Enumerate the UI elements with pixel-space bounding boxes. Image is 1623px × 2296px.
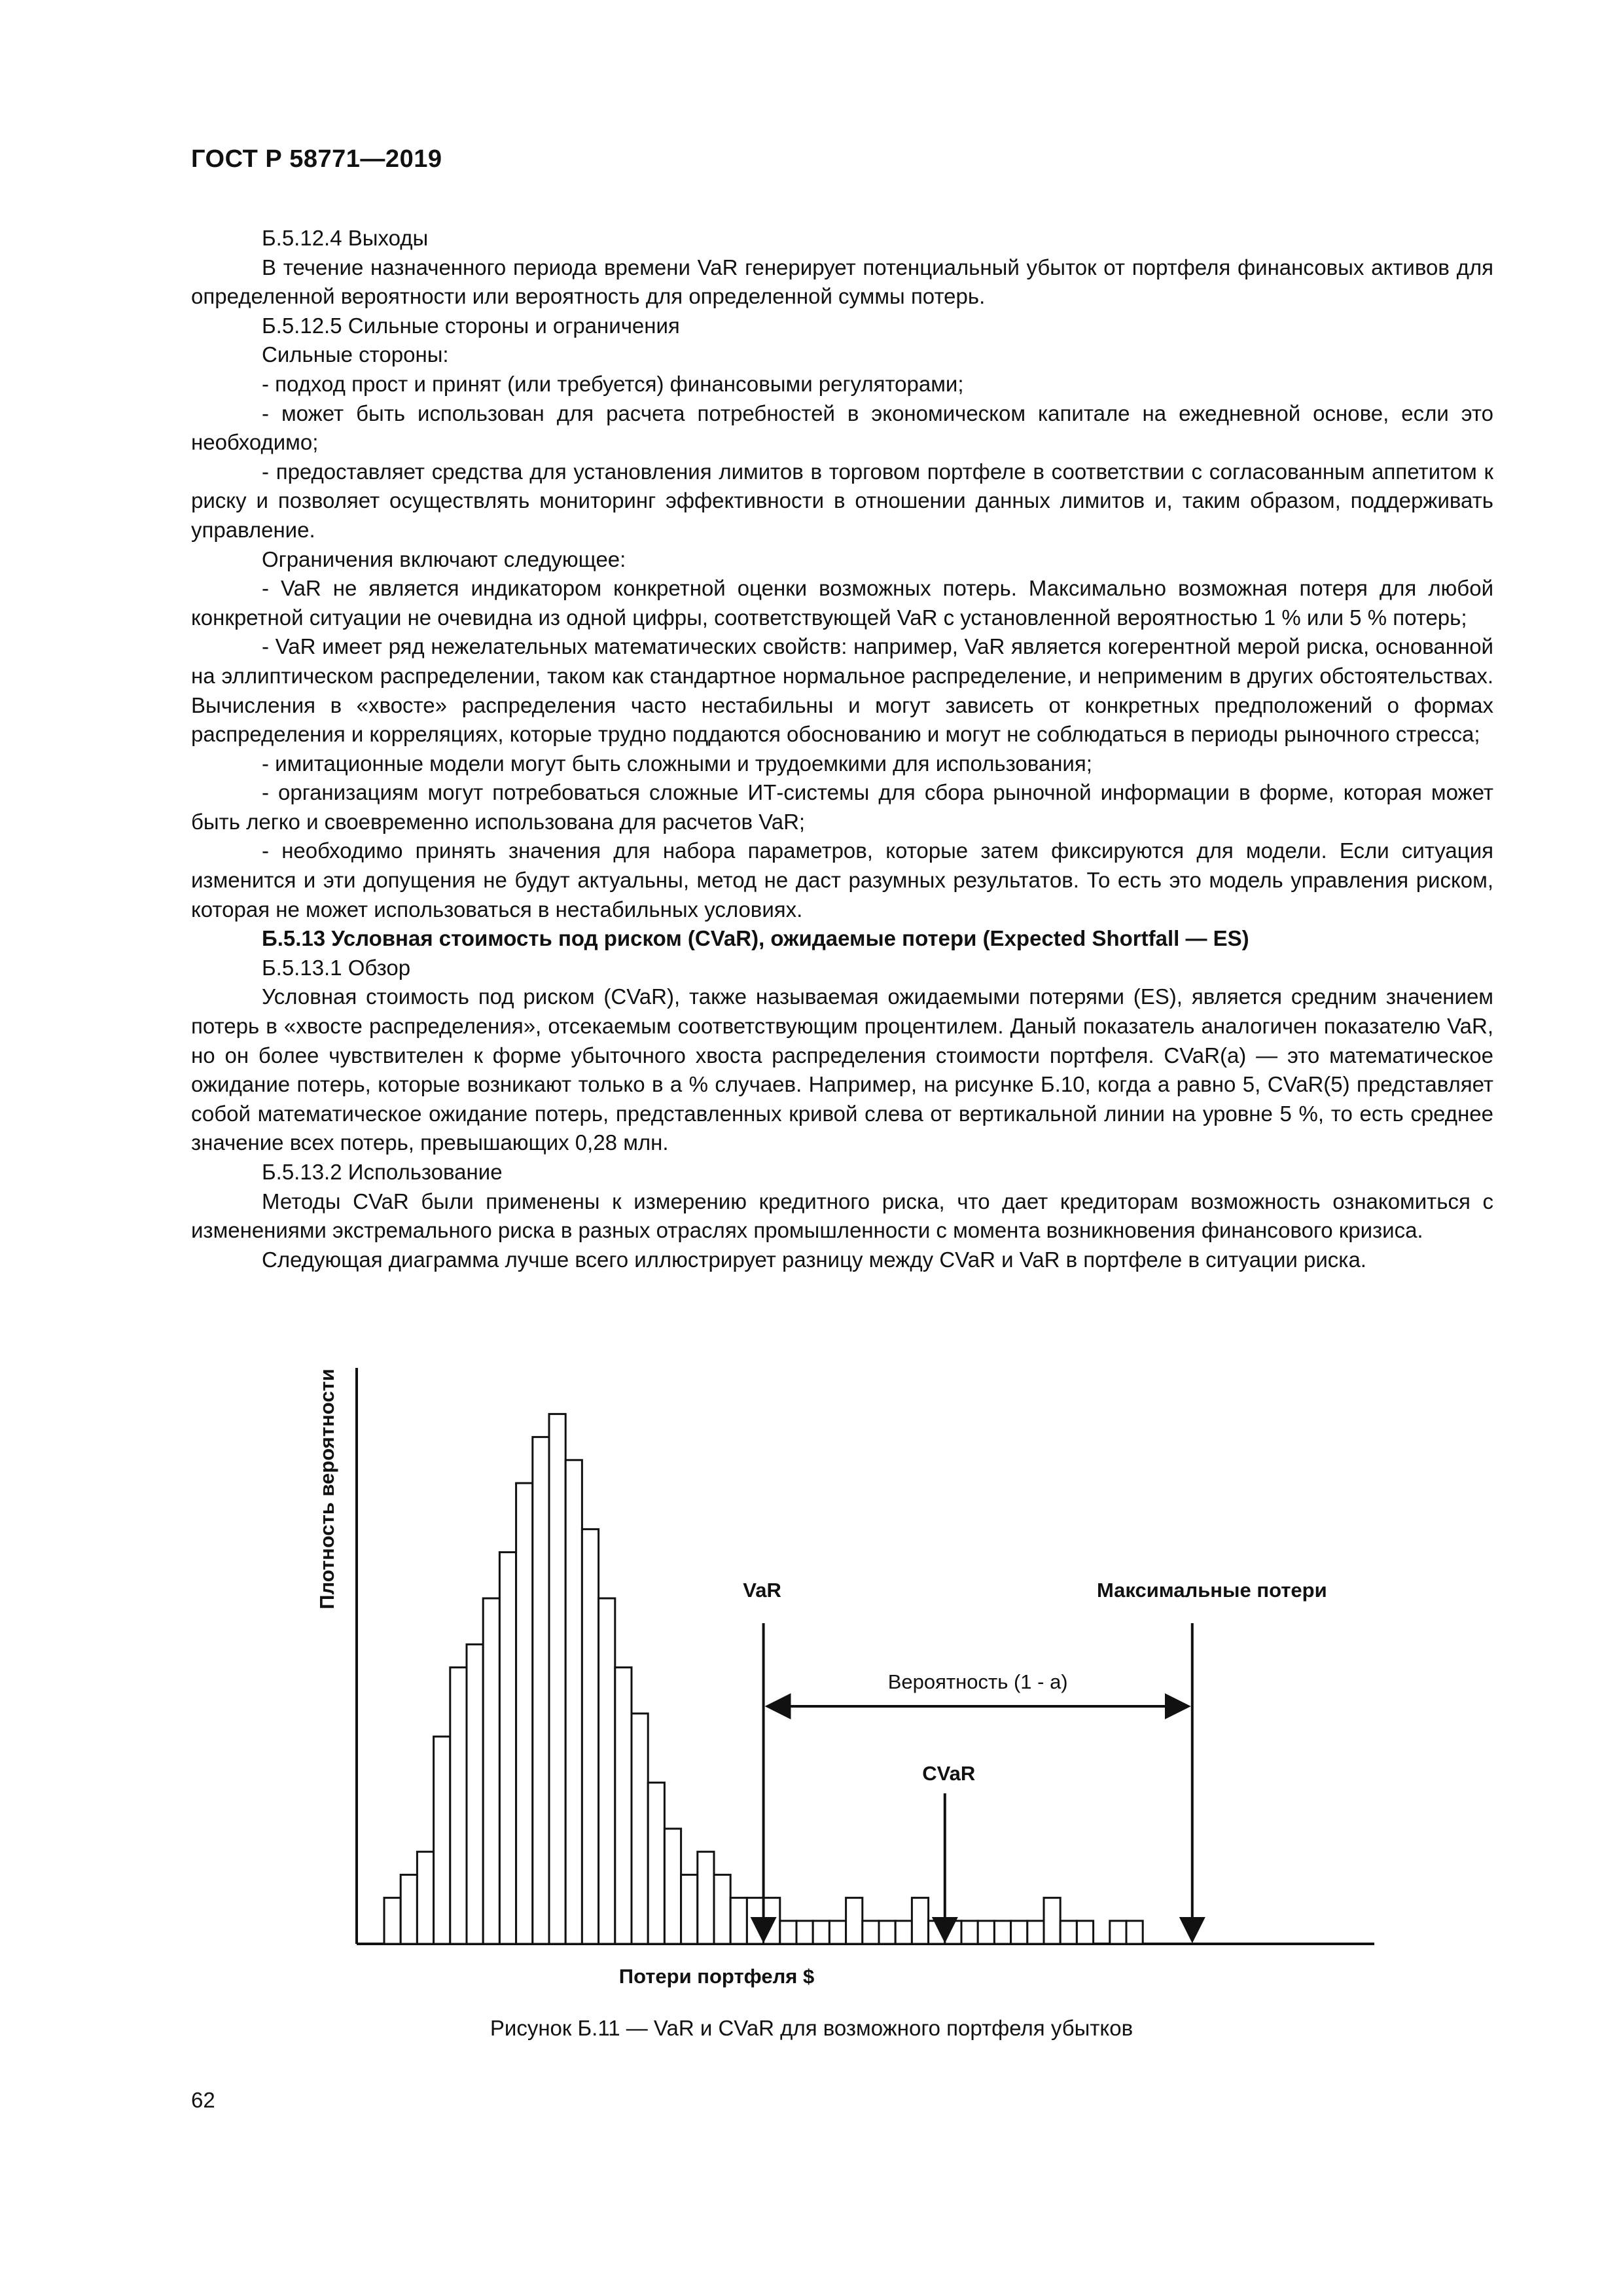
histogram-bar — [1027, 1921, 1044, 1944]
paragraph: - VaR не является индикатором конкретной оценки возможных потерь. Максимально возможная потеря для любой конкретной ситуации не очевидна из одной цифры, соответствующей VaR с установленной вероятностью 1 % или 5 % потерь; — [191, 576, 1493, 630]
histogram-bar — [434, 1736, 450, 1944]
histogram-bar — [664, 1829, 681, 1944]
histogram-bar — [813, 1921, 829, 1944]
histogram-bar — [483, 1598, 499, 1944]
histogram-bar — [516, 1483, 533, 1944]
histogram-bar — [764, 1898, 780, 1944]
histogram-bar — [978, 1921, 994, 1944]
histogram-bar — [681, 1874, 698, 1944]
paragraph: - предоставляет средства для установления лимитов в торговом портфеле в соответствии с согласованным аппетитом к риску и позволяет осуществлять мониторинг эффективности в отношении данных лимитов и, таким образом, поддерживать управление. — [191, 459, 1493, 542]
histogram-bar — [401, 1874, 417, 1944]
x-axis-label: Потери портфеля $ — [618, 1965, 815, 1988]
paragraph: Методы CVaR были применены к измерению кредитного риска, что дает кредиторам возможность ознакомиться с изменениями экстремального риска в разных отраслях промышленности с момента возникновения финансового кризиса. — [191, 1189, 1493, 1243]
histogram-bar — [549, 1414, 565, 1944]
paragraph: - организациям могут потребоваться сложные ИТ-системы для сбора рыночной информации в форме, которая может быть легко и своевременно использована для расчетов VaR; — [191, 780, 1493, 834]
paragraph: В течение назначенного периода времени VaR генерирует потенциальный убыток от портфеля финансовых активов для определенной вероятности или вероятность для определенной суммы потерь. — [191, 255, 1493, 309]
section-heading: Б.5.13 Условная стоимость под риском (CVaR), ожидаемые потери (Expected Shortfall — ES) — [262, 926, 1249, 951]
paragraph: Ограничения включают следующее: — [262, 547, 626, 571]
histogram-bar — [1011, 1921, 1027, 1944]
histogram-bar — [467, 1644, 483, 1944]
cvar-label: CVaR — [922, 1762, 976, 1785]
var-label: VaR — [743, 1579, 781, 1602]
histogram-bar — [912, 1898, 928, 1944]
histogram-bar — [499, 1552, 516, 1944]
histogram-bar — [730, 1898, 747, 1944]
paragraph: Следующая диаграмма лучше всего иллюстрирует разницу между CVaR и VaR в портфеле в ситуации риска. — [262, 1247, 1366, 1272]
paragraph: Сильные стороны: — [262, 342, 449, 367]
document-header: ГОСТ Р 58771—2019 — [191, 145, 442, 173]
page-number: 62 — [191, 2088, 215, 2112]
histogram-bar — [994, 1921, 1010, 1944]
paragraph: - может быть использован для расчета потребностей в экономическом капитале на ежедневной основе, если это необходимо; — [191, 401, 1493, 455]
histogram-bar — [533, 1437, 549, 1944]
body-text — [191, 224, 1493, 1274]
histogram-bar — [632, 1713, 648, 1944]
histogram-bar — [615, 1668, 632, 1944]
probability-label: Вероятность (1 - a) — [887, 1670, 1068, 1693]
histogram-bar — [879, 1921, 895, 1944]
paragraph: Б.5.12.5 Сильные стороны и ограничения — [262, 313, 680, 338]
paragraph: - имитационные модели могут быть сложными и трудоемкими для использования; — [262, 751, 1092, 776]
histogram-bar — [1126, 1921, 1143, 1944]
histogram-bar — [747, 1898, 763, 1944]
histogram-bar — [846, 1898, 863, 1944]
histogram-bar — [961, 1921, 978, 1944]
histogram-bar — [796, 1921, 813, 1944]
paragraph: - необходимо принять значения для набора параметров, которые затем фиксируются для модели. Если ситуация изменится и эти допущения не будут актуальны, метод не даст разумных результатов. То есть это модель управления риском, которая не может использоваться в нестабильных условиях. — [191, 838, 1493, 922]
max-loss-label: Максимальные потери — [1096, 1579, 1327, 1602]
figure-caption: Рисунок Б.11 — VaR и CVaR для возможного портфеля убытков — [490, 2016, 1133, 2040]
var-cvar-chart — [308, 1348, 1387, 1990]
histogram-bar — [450, 1668, 467, 1944]
paragraph: Б.5.13.1 Обзор — [262, 955, 411, 980]
paragraph: - VaR имеет ряд нежелательных математических свойств: например, VaR является когерентной мерой риска, основанной на эллиптическом распределении, таком как стандартное нормальное распределение, и неприменим в других обстоятельствах. Вычисления в «хвосте» распределения часто нестабильны и могут зависеть от конкретных предположений о формах распределения и корреляциях, которые трудно поддаются обоснованию и могут не соблюдаться в периоды рыночного стресса; — [191, 634, 1493, 747]
histogram-bar — [1077, 1921, 1093, 1944]
paragraph: - подход прост и принят (или требуется) финансовыми регуляторами; — [262, 371, 964, 396]
chart-annotations — [743, 1579, 1327, 1941]
histogram-bar — [863, 1921, 879, 1944]
histogram-bar — [565, 1460, 582, 1944]
histogram-bar — [929, 1921, 945, 1944]
histogram-bar — [714, 1874, 730, 1944]
histogram-bar — [780, 1921, 796, 1944]
histogram-bar — [384, 1898, 401, 1944]
histogram-bar — [417, 1852, 433, 1944]
figure-var-cvar — [308, 1348, 1387, 1990]
histogram-bar — [1060, 1921, 1077, 1944]
paragraph: Условная стоимость под риском (CVaR), также называемая ожидаемыми потерями (ES), является средним значением потерь в «хвосте распределения», отсекаемым соответствующим процентилем. Даный показатель аналогичен показателю VaR, но он более чувствителен к форме убыточного хвоста распределения стоимости портфеля. CVaR(a) — это математическое ожидание потерь, которые возникают только в a % случаев. Например, на рисунке Б.10, когда a равно 5, CVaR(5) представляет собой математическое ожидание потерь, представленных кривой слева от вертикальной линии на уровне 5 %, то есть среднее значение всех потерь, превышающих 0,28 млн. — [191, 984, 1493, 1155]
paragraph: Б.5.12.4 Выходы — [262, 226, 429, 250]
histogram-bar — [895, 1921, 912, 1944]
histogram-bar — [945, 1921, 961, 1944]
histogram-bar — [599, 1598, 615, 1944]
paragraph: Б.5.13.2 Использование — [262, 1160, 503, 1184]
histogram-bar — [648, 1783, 664, 1944]
histogram-bar — [582, 1529, 598, 1944]
histogram-bar — [829, 1921, 846, 1944]
y-axis-label: Плотность вероятности — [315, 1369, 338, 1609]
histogram-bar — [698, 1852, 714, 1944]
histogram-bar — [1110, 1921, 1126, 1944]
histogram-bar — [1044, 1898, 1060, 1944]
